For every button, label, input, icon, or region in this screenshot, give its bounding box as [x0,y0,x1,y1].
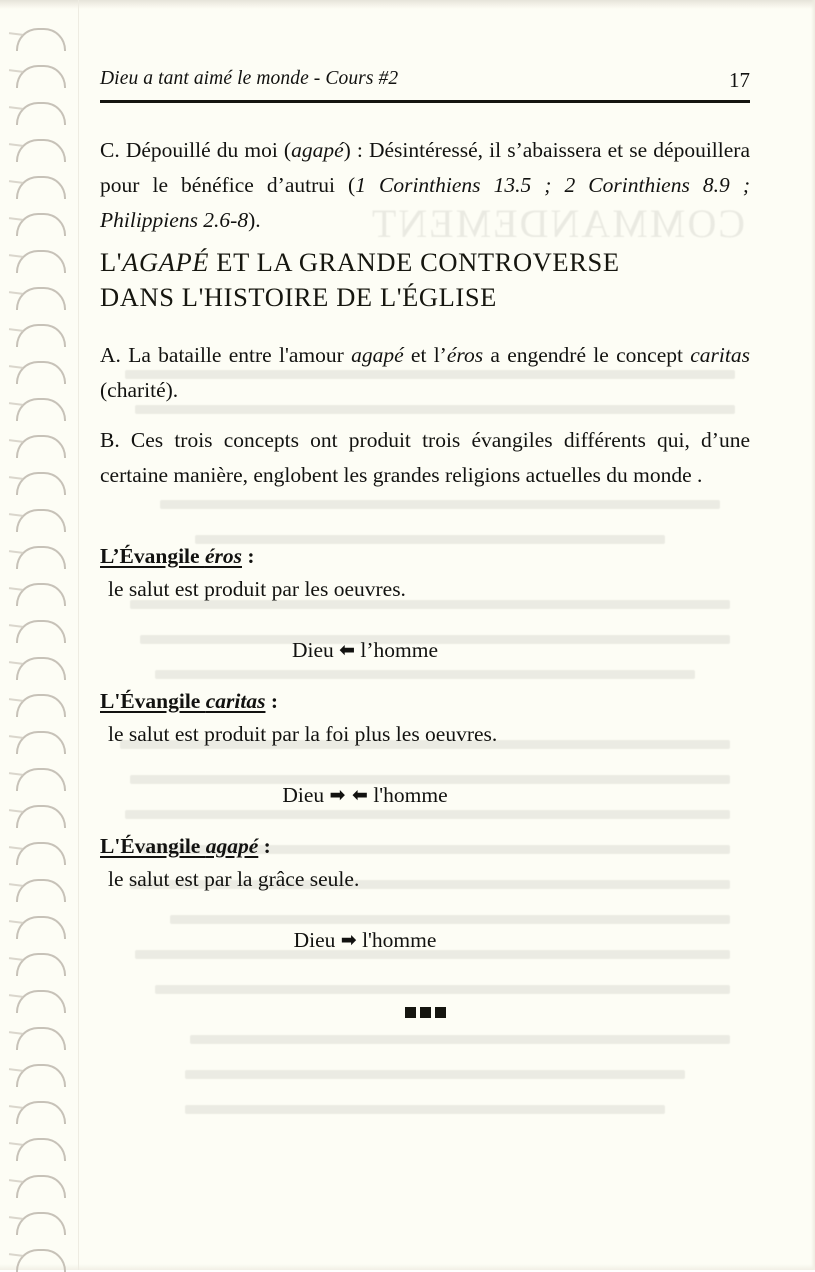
gospel-eros-diagram-right: l’homme [360,638,439,662]
page-number: 17 [729,68,750,92]
gospel-block-caritas [100,685,750,812]
spiral-coil [16,768,66,791]
gospel-caritas-title [100,685,278,718]
running-head [100,68,750,90]
paragraph-a-term-caritas: caritas [690,343,750,367]
spiral-coil [16,694,66,717]
heading-lead: L' [100,247,123,277]
bleed-text-line [185,1105,665,1114]
spiral-coil [16,176,66,199]
heading-line2: DANS L'HISTOIRE DE L'ÉGLISE [100,282,497,312]
spiral-coil [16,583,66,606]
spiral-coil [16,435,66,458]
spiral-coil [16,879,66,902]
gospel-eros-title-underlined [100,544,242,568]
gospel-agape-diagram [100,924,750,957]
bleed-text-line [160,500,720,509]
gospel-caritas-diagram-right: l'homme [373,783,448,807]
gospel-agape-diagram-left: Dieu [293,928,336,952]
spiral-coil [16,287,66,310]
section-heading [100,245,750,315]
running-head-rule [100,100,750,103]
spiral-coil [16,1027,66,1050]
paragraph-a-mid: et l’ [403,343,447,367]
bleed-headline: COMMANDEMENT [369,201,745,246]
gospel-caritas-title-colon: : [265,689,279,713]
spiral-coil [16,731,66,754]
paragraph-c-term-agape: agapé [291,138,344,162]
gospel-agape-description: le salut est par la grâce seule. [108,867,360,891]
gospel-caritas-diagram-left: Dieu [282,783,325,807]
spiral-coil [16,990,66,1013]
end-of-section-ornament [100,1005,770,1023]
paragraph-c-scripture-refs: 1 Corinthiens 13.5 ; 2 Corinthiens 8.9 ; Philippiens 2.6-8 [100,173,750,232]
spiral-coil [16,1138,66,1161]
heading-line1-rest: ET LA GRANDE CONTROVERSE [209,247,620,277]
arrow-left-icon: ⬅ [339,639,356,661]
arrow-right-icon: ➡ [340,929,357,951]
gospel-eros-diagram [100,634,750,667]
gospel-eros-title [100,540,255,573]
spiral-coil [16,398,66,421]
spiral-binding [0,0,96,1270]
gospel-eros-description: le salut est produit par les oeuvres. [108,577,406,601]
spiral-coil [16,546,66,569]
spiral-coil [16,805,66,828]
spiral-coil [16,472,66,495]
paragraph-c-tail: ). [248,208,261,232]
gospel-caritas-description: le salut est produit par la foi plus les oeuvres. [108,722,498,746]
spiral-coil [16,842,66,865]
paragraph-c [100,133,750,238]
bleed-text-line [155,985,730,994]
paragraph-a-term-agape: agapé [351,343,404,367]
spiral-coil [16,324,66,347]
gospel-eros-title-colon: : [241,544,255,568]
spiral-coil [16,1064,66,1087]
spiral-coil [16,213,66,236]
gospel-agape-diagram-right: l'homme [362,928,437,952]
paragraph-a-mid2: a engendré le concept [483,343,691,367]
gospel-caritas-title-underlined [100,689,265,713]
paragraph-b: B. Ces trois concepts ont produit trois évangiles différents qui, d’une certaine manière, englobent les grandes religions actuelles du monde . [100,428,750,487]
paragraph-a [100,338,750,408]
page-top-edge [0,0,815,9]
paragraph-c-mid: ) : Désintéressé, il s’abaissera et se dépouillera pour le bénéfice d’autrui ( [100,138,750,197]
spiral-coil [16,916,66,939]
spiral-coil [16,1212,66,1235]
bleed-text-line [155,670,695,679]
paragraph-a-term-eros: éros [446,343,484,367]
paragraph-a-tail: (charité). [100,378,179,402]
spiral-coil [16,139,66,162]
binding-gutter-line [78,0,79,1270]
gospel-eros-title-term: éros [204,544,242,568]
spiral-coil [16,953,66,976]
spiral-coil [16,28,66,51]
gospel-agape-title [100,830,271,863]
spiral-coil [16,1249,66,1272]
gospel-eros-title-lead: L’Évangile [100,544,205,568]
gospel-caritas-title-lead: L'Évangile [100,689,206,713]
spiral-coil [16,250,66,273]
gospel-agape-title-lead: L'Évangile [100,834,206,858]
ornament-square [435,1007,446,1018]
spiral-coil [16,620,66,643]
gospel-caritas-title-term: caritas [205,689,266,713]
gospel-eros-diagram-left: Dieu [291,638,334,662]
spiral-coil [16,65,66,88]
page-bottom-edge [0,1264,815,1270]
paragraph-a-lead: A. La bataille entre l'amour [100,343,352,367]
gospel-block-agape [100,830,750,957]
paragraph-c-lead: C. Dépouillé du moi ( [100,138,292,162]
spiral-coil [16,657,66,680]
gospel-agape-title-term: agapé [205,834,259,858]
spiral-coil [16,1101,66,1124]
page-right-edge [811,0,815,1270]
spiral-coil [16,509,66,532]
arrow-right-left-icon: ➡ ⬅ [329,784,368,806]
ornament-square [405,1007,416,1018]
heading-term-agape: AGAPÉ [122,247,210,277]
spiral-coil [16,102,66,125]
bleed-text-line [190,1035,730,1044]
bleed-text-line [185,1070,685,1079]
ornament-square [420,1007,431,1018]
gospel-caritas-diagram [100,779,750,812]
spiral-coil [16,361,66,384]
gospel-agape-title-colon: : [258,834,271,858]
running-head-title: Dieu a tant aimé le monde - Cours #2 [100,68,399,89]
gospel-block-eros [100,540,750,667]
gospel-agape-title-underlined [100,834,258,858]
spiral-coil [16,1175,66,1198]
